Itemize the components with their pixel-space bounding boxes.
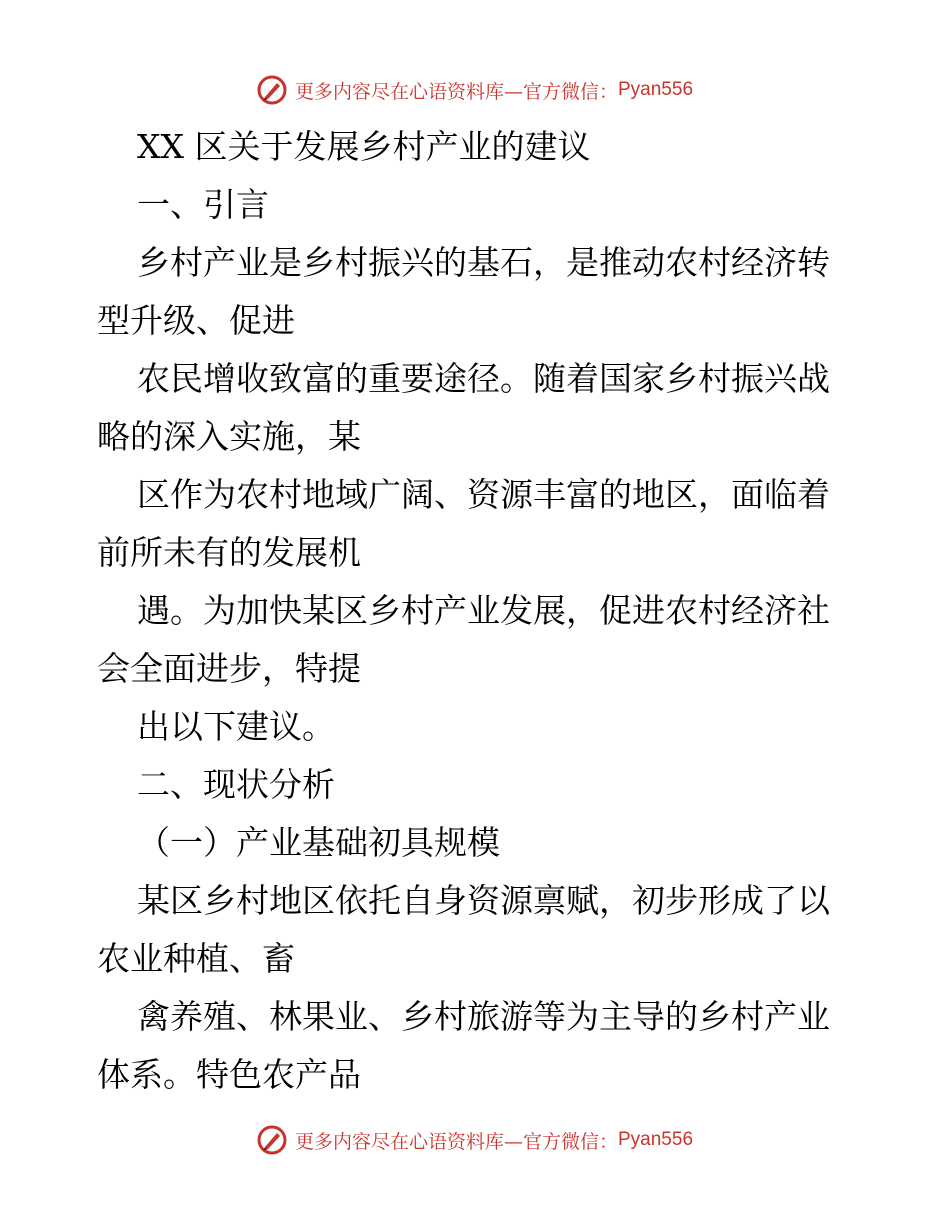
paragraph-line: 略的深入实施，某: [97, 417, 361, 456]
paragraph-line: 前所未有的发展机: [97, 533, 361, 572]
paragraph-line: 遇。为加快某区乡村产业发展，促进农村经济社: [137, 591, 830, 630]
paragraph-line: 型升级、促进: [97, 301, 295, 340]
document-title: XX 区关于发展乡村产业的建议: [137, 127, 591, 166]
paragraph-line: 农业种植、畜: [97, 939, 295, 978]
watermark-wechat-id: Pyan556: [618, 79, 694, 100]
pen-logo-icon: [257, 75, 287, 105]
paragraph-line: 出以下建议。: [137, 707, 335, 746]
watermark-wechat-id: Pyan556: [618, 1129, 694, 1150]
watermark-footer: [0, 1120, 950, 1160]
paragraph-line: 会全面进步，特提: [97, 649, 361, 688]
subsection-heading: （一）产业基础初具规模: [137, 823, 500, 862]
paragraph-line: 某区乡村地区依托自身资源禀赋，初步形成了以: [137, 881, 830, 920]
document-body: [97, 118, 857, 1104]
pen-logo-icon: [257, 1125, 287, 1155]
watermark-header: [0, 70, 950, 110]
paragraph-line: 农民增收致富的重要途径。随着国家乡村振兴战: [137, 359, 830, 398]
paragraph-line: 体系。特色农产品: [97, 1055, 361, 1094]
section-heading-intro: 一、引言: [137, 185, 269, 224]
paragraph-line: 乡村产业是乡村振兴的基石，是推动农村经济转: [137, 243, 830, 282]
paragraph-line: 区作为农村地域广阔、资源丰富的地区，面临着: [137, 475, 830, 514]
section-heading-analysis: 二、现状分析: [137, 765, 335, 804]
watermark-text: 更多内容尽在心语资料库—官方微信：: [294, 80, 618, 103]
paragraph-line: 禽养殖、林果业、乡村旅游等为主导的乡村产业: [137, 997, 830, 1036]
watermark-text: 更多内容尽在心语资料库—官方微信：: [294, 1130, 618, 1153]
